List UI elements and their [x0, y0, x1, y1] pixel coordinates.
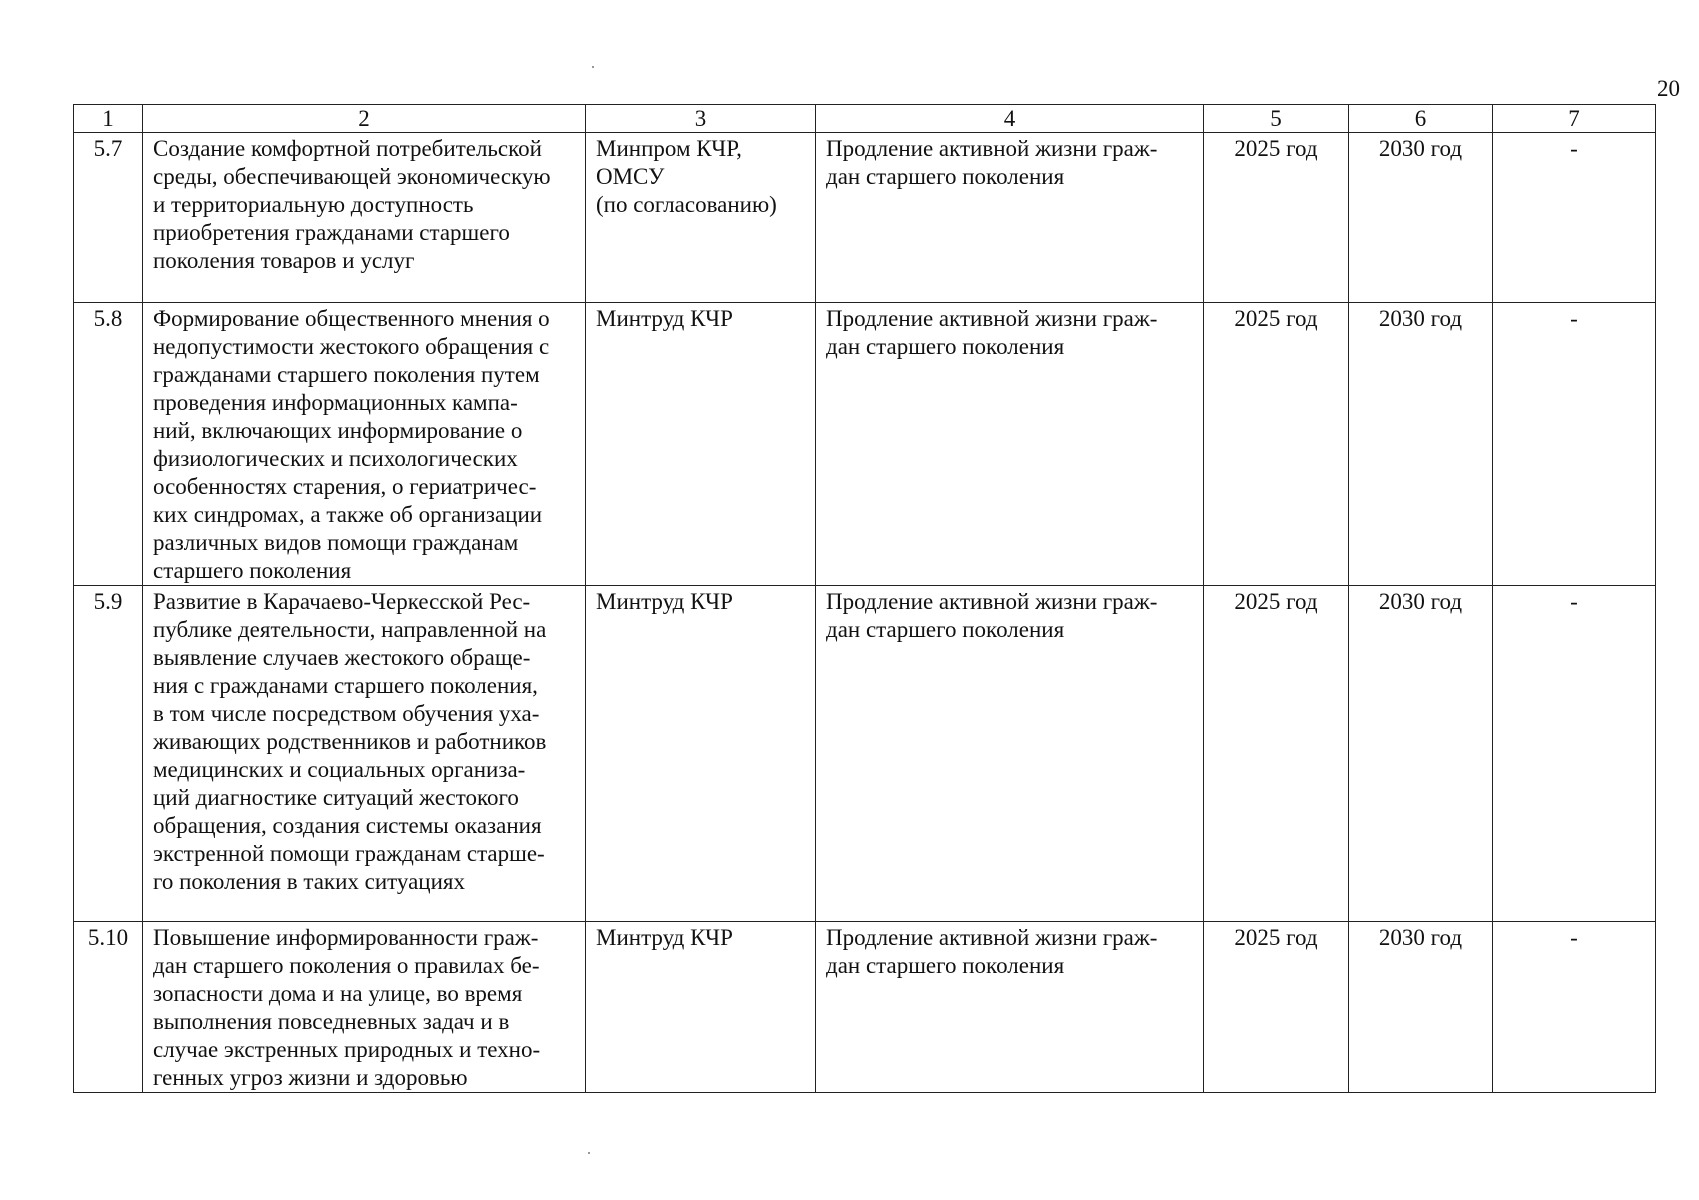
end-year: 2030 год — [1349, 133, 1493, 303]
measure-text: Повышение информированности граж- дан старшего поколения о правилах бе- зопасности дома и на улице, во время выполнения повседневных задач и в случае экстренных природных и техно- генных угроз жизни и здоровью — [153, 925, 541, 1090]
column-number-cell: 2 — [143, 105, 586, 133]
table-row — [74, 133, 1656, 303]
start-year: 2025 год — [1204, 303, 1349, 586]
column-number-cell: 7 — [1493, 105, 1656, 133]
start-year: 2025 год — [1204, 922, 1349, 1093]
row-number: 5.9 — [74, 586, 143, 922]
table-row — [74, 922, 1656, 1093]
result-cell — [816, 586, 1204, 922]
executor-text: Минтруд КЧР — [596, 925, 733, 950]
funding-source: - — [1493, 133, 1656, 303]
end-year: 2030 год — [1349, 922, 1493, 1093]
end-year: 2030 год — [1349, 586, 1493, 922]
column-number-cell: 1 — [74, 105, 143, 133]
executor-text: Минпром КЧР, ОМСУ (по согласованию) — [596, 136, 777, 217]
executor-cell — [586, 133, 816, 303]
measure-text: Создание комфортной потребительской среды, обеспечивающей экономическую и территориальную доступность приобретения гражданами старшего поколения товаров и услуг — [153, 136, 551, 273]
column-number-row — [74, 105, 1656, 133]
measure-text: Формирование общественного мнения о недопустимости жестокого обращения с гражданами старшего поколения путем проведения информационных кампа- ний, включающих информирование о физиологических и психологических особенностях старения, о гериатричес- ких синдромах, а также об организации различных видов помощи гражданам старшего поколения — [153, 306, 550, 583]
scan-speck — [588, 1152, 590, 1154]
executor-text: Минтруд КЧР — [596, 306, 733, 331]
start-year: 2025 год — [1204, 586, 1349, 922]
row-number: 5.7 — [74, 133, 143, 303]
measure-cell — [143, 922, 586, 1093]
row-number: 5.10 — [74, 922, 143, 1093]
result-cell — [816, 303, 1204, 586]
measure-cell — [143, 586, 586, 922]
result-text: Продление активной жизни граж- дан старшего поколения — [826, 306, 1158, 359]
row-number: 5.8 — [74, 303, 143, 586]
column-number-cell: 6 — [1349, 105, 1493, 133]
scan-speck — [592, 66, 594, 68]
table-row — [74, 303, 1656, 586]
measure-text: Развитие в Карачаево-Черкесской Рес- публике деятельности, направленной на выявление случаев жестокого обраще- ния с гражданами старшего поколения, в том числе посредством обучения уха- живающих родственников и работников медицинских и социальных организа- ций диагностике ситуаций жестокого обращения, создания системы оказания экстренной помощи гражданам старше- го поколения в таких ситуациях — [153, 589, 547, 894]
result-text: Продление активной жизни граж- дан старшего поколения — [826, 925, 1158, 978]
funding-source: - — [1493, 922, 1656, 1093]
executor-text: Минтруд КЧР — [596, 589, 733, 614]
measure-cell — [143, 133, 586, 303]
column-number-cell: 4 — [816, 105, 1204, 133]
start-year: 2025 год — [1204, 133, 1349, 303]
result-text: Продление активной жизни граж- дан старшего поколения — [826, 136, 1158, 189]
executor-cell — [586, 586, 816, 922]
result-cell — [816, 922, 1204, 1093]
end-year: 2030 год — [1349, 303, 1493, 586]
page-number: 20 — [1657, 76, 1680, 101]
measure-cell — [143, 303, 586, 586]
funding-source: - — [1493, 303, 1656, 586]
result-text: Продление активной жизни граж- дан старшего поколения — [826, 589, 1158, 642]
measures-table — [73, 104, 1656, 1093]
executor-cell — [586, 303, 816, 586]
column-number-cell: 5 — [1204, 105, 1349, 133]
executor-cell — [586, 922, 816, 1093]
result-cell — [816, 133, 1204, 303]
funding-source: - — [1493, 586, 1656, 922]
column-number-cell: 3 — [586, 105, 816, 133]
table-row — [74, 586, 1656, 922]
